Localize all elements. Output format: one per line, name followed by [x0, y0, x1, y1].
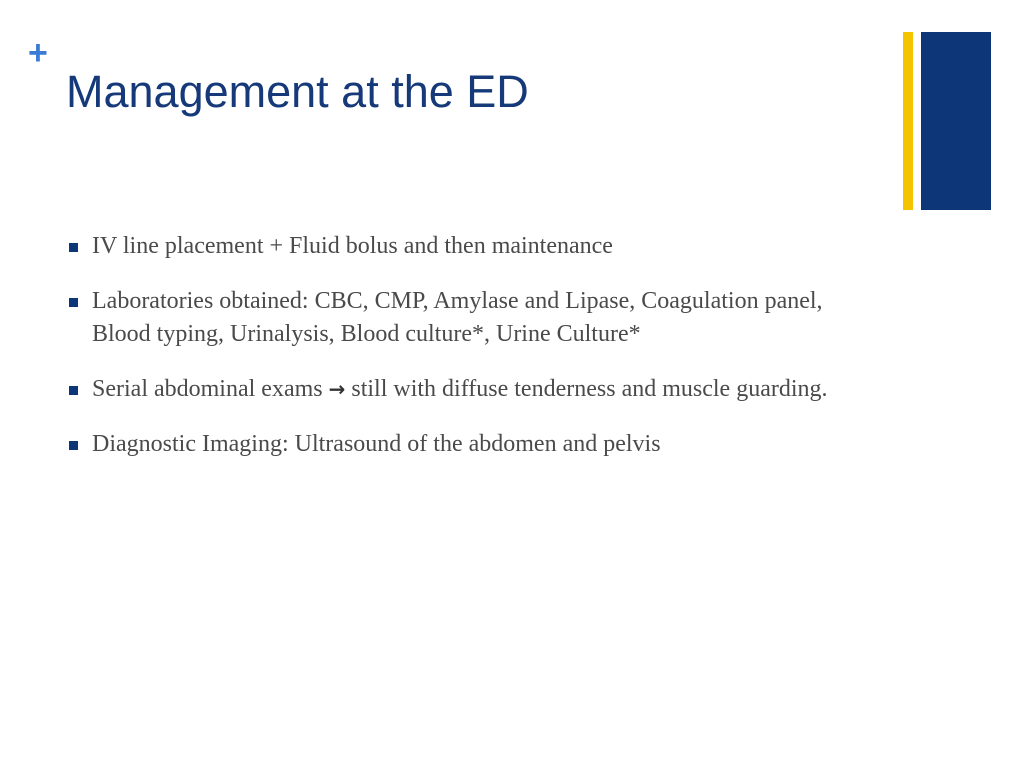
arrow-right-icon: →	[328, 377, 346, 401]
square-bullet-icon	[69, 441, 78, 450]
slide-title: Management at the ED	[66, 66, 529, 117]
bullet-item	[66, 373, 886, 406]
square-bullet-icon	[69, 243, 78, 252]
bullet-item	[66, 428, 886, 461]
accent-bar-navy	[921, 32, 991, 210]
bullet-text: Diagnostic Imaging: Ultrasound of the abdomen and pelvis	[92, 431, 661, 457]
bullet-item	[66, 285, 886, 351]
bullet-text-end: still with diffuse tenderness and muscle guarding.	[345, 376, 828, 402]
bullet-text: IV line placement + Fluid bolus and then maintenance	[92, 233, 613, 259]
bullet-text: Laboratories obtained: CBC, CMP, Amylase and Lipase, Coagulation panel, Blood typing, Urinalysis, Blood culture*, Urine Culture*	[92, 288, 823, 347]
accent-bar-gold	[903, 32, 913, 210]
bullet-item	[66, 230, 886, 263]
square-bullet-icon	[69, 298, 78, 307]
square-bullet-icon	[69, 386, 78, 395]
bullet-text-start: Serial abdominal exams	[92, 376, 329, 402]
plus-icon: +	[28, 34, 48, 72]
bullet-list	[66, 230, 886, 483]
